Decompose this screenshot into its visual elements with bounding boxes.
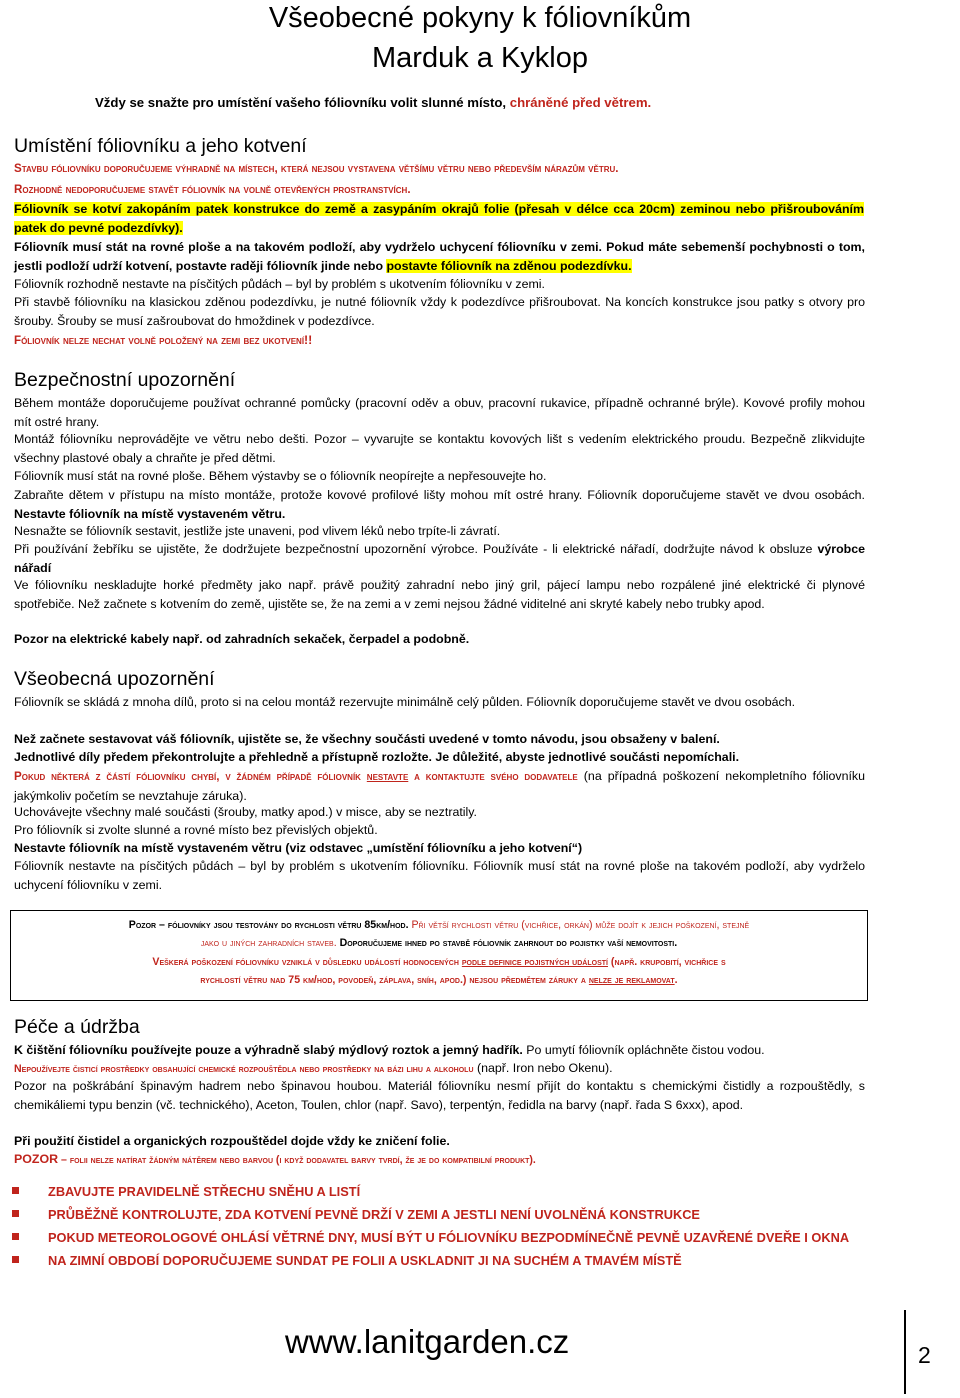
bullet-text: NA ZIMNÍ OBDOBÍ DOPORUČUJEME SUNDAT PE FOLII A USKLADNIT JI NA SUCHÉM A TMAVÉM MÍSTĚ xyxy=(48,1253,682,1268)
title-line-2: Marduk a Kyklop xyxy=(372,42,588,74)
notice-line-4-red: rychlostí větru nad 75 km/hod, povodeň, záplava, sníh, apod.) xyxy=(200,974,467,987)
section-heading-anchoring: Umístění fóliovníku a jeho kotvení xyxy=(14,135,307,157)
notice-line-2-bold: Doporučujeme ihned po stavbě fóliovník zahrnout do pojistky vaší nemovitosti. xyxy=(339,937,678,950)
notice-line-4-underline: nelze je reklamovat xyxy=(588,974,675,987)
s1-p5: Fóliovník rozhodně nestavte na písčitých půdách – byl by problém s ukotvením fóliovníku v zemi. xyxy=(14,277,546,291)
s1-p3 xyxy=(14,200,864,237)
bullet-item xyxy=(12,1205,872,1228)
notice-line-3-tail: (např. krupobití, vichřice s xyxy=(607,955,726,968)
s3-p4 xyxy=(14,767,865,805)
s3-p4-underline: nestavte xyxy=(366,770,409,783)
page-title xyxy=(0,0,960,78)
notice-line-2 xyxy=(11,934,867,952)
notice-line-1 xyxy=(11,916,867,934)
notice-line-1-bold: Pozor – fóliovníky jsou testovány do rychlosti větru 85km/hod. xyxy=(128,919,409,931)
bullet-text: POKUD METEOROLOGOVÉ OHLÁSÍ VĚTRNÉ DNY, MUSÍ BÝT U FÓLIOVNÍKU BEZPODMÍNEČNĚ PEVNĚ UZAVŘENÉ DVEŘE I OKNA xyxy=(48,1230,850,1245)
s2-p1: Během montáže doporučujeme používat ochranné pomůcky (pracovní oděv a obuv, pracovní rukavice, případně ochranné brýle). Kovové profily mohou mít ostré hrany. xyxy=(14,396,865,429)
s4-p1-text: Po umytí fóliovník opláchněte čistou vodou. xyxy=(522,1043,765,1057)
s1-p2: Rozhodně nedoporučujeme stavět fóliovník na volně otevřených prostranstvích. xyxy=(14,183,411,196)
s2-p4-text: Zabraňte dětem v přístupu na místo montáže, protože kovové profilové lišty mohou mít ostré hrany. Fóliovník doporučujeme stavět ve dvou osobách. xyxy=(14,488,865,502)
s1-p7 xyxy=(14,331,865,351)
s4-p4: Při použití čistidel a organických rozpouštědel dojde vždy ke zničení folie. xyxy=(14,1134,450,1148)
notice-line-4-end: . xyxy=(674,974,678,987)
warranty-notice-box xyxy=(10,910,868,1001)
s1-p6: Při stavbě fóliovníku na klasickou zděnou podezdívku, je nutné fóliovník vždy k podezdívce přišroubovat. Na koncích konstrukce jsou patky s otvory pro šrouby. Šrouby se musí zašroubovat do hmoždinek v podezdívce. xyxy=(14,295,865,328)
s4-p1-bold: K čištění fóliovníku používejte pouze a výhradně slabý mýdlový roztok a jemný hadřík. xyxy=(14,1043,523,1057)
section-heading-care: Péče a údržba xyxy=(14,1016,140,1038)
notice-line-1-red: Při větší rychlosti větru (vichřice, orkán) může dojít k jejich poškození, stejně xyxy=(408,919,750,931)
s3-p5: Uchovávejte všechny malé součásti (šrouby, matky apod.) v misce, aby se neztratily. xyxy=(14,805,477,819)
s4-p2-warning: Nepoužívejte čisticí prostředky obsahující chemické rozpouštědla nebo prostředky na bázi lihu a alkoholu xyxy=(14,1063,474,1075)
bullet-square-icon xyxy=(12,1210,19,1217)
intro-line xyxy=(95,93,651,113)
s4-p3: Pozor na poškrábání špinavým hadrem nebo špinavou houbou. Materiál fóliovníku nesmí přijít do kontaktu s chemickými čistidly a rozpouštědly, s chemikáliemi typu benzin (vč. technického), Aceton, Toulen, chlor (např. Savo), terpentýn, ředidla na barvy (např. řada S 6xxx), apod. xyxy=(14,1079,865,1112)
title-line-1: Všeobecné pokyny k fóliovníkům xyxy=(268,2,692,34)
bullet-text: ZBAVUJTE PRAVIDELNĚ STŘECHU SNĚHU A LISTÍ xyxy=(48,1184,361,1199)
s1-p4-highlight: postavte fóliovník na zděnou podezdívku. xyxy=(386,258,632,273)
s4-p5-pozor: POZOR xyxy=(14,1152,59,1166)
s3-p3: Jednotlivé díly předem překontrolujte a přehledně a přístupně rozložte. Je důležité, abyste jednotlivé součásti nepomíchali. xyxy=(14,750,740,764)
notice-line-4 xyxy=(11,971,867,989)
intro-highlight: chráněné před větrem. xyxy=(509,95,652,110)
s1-p3-highlight: Fóliovník se kotví zakopáním patek konstrukce do země a zasypáním okrajů folie (přesah v délce cca 20cm) zeminou nebo přišroubováním patek do pevné podezdívky). xyxy=(14,202,864,235)
notice-line-2-red: jako u jiných zahradních staveb. xyxy=(200,937,340,950)
s2-p7: Ve fóliovníku neskladujte horké předměty jako např. právě použitý zahradní nebo jiný gril, pájecí lampu nebo rozpálené jiné elektrické či plynové spotřebiče. Než začnete s kotvením do země, ujistěte se, že na zemi a v zemi nejsou žádné viditelné ani skryté kabely nebo trubky apod. xyxy=(14,578,865,611)
s3-p4-contact: a kontaktujte svého dodavatele xyxy=(408,770,578,783)
bullet-square-icon xyxy=(12,1233,19,1240)
s3-p6: Pro fóliovník si zvolte slunné a rovné místo bez převislých objektů. xyxy=(14,823,378,837)
s4-p2-text: (např. Iron nebo Okenu). xyxy=(473,1061,613,1075)
page-number-box xyxy=(904,1310,956,1394)
bullet-square-icon xyxy=(12,1187,19,1194)
section-heading-general: Všeobecná upozornění xyxy=(14,668,215,690)
s1-p4-bold: Fóliovník musí stát na rovné ploše a na takovém podloží, aby vydrželo uchycení fóliovníku v zemi. xyxy=(14,240,602,254)
notice-line-4-mid: nejsou předmětem záruky a xyxy=(466,974,589,987)
bullet-item xyxy=(12,1182,872,1205)
section-heading-safety: Bezpečnostní upozornění xyxy=(14,369,236,391)
s3-p2: Než začnete sestavovat váš fóliovník, ujistěte se, že všechny součásti uvedené v tomto návodu, jsou obsaženy v balení. xyxy=(14,732,720,746)
bullet-item xyxy=(12,1251,872,1274)
notice-line-3-underline: podle definice pojistných událostí xyxy=(461,955,608,968)
s1-p4 xyxy=(14,238,865,275)
maintenance-bullet-list xyxy=(12,1182,872,1274)
s2-p5: Nesnažte se fóliovník sestavit, jestliže jste unaveni, pod vlivem léků nebo trpíte-li závratí. xyxy=(14,524,501,538)
s2-p6-bold: výrobce nářadí xyxy=(14,542,865,575)
s2-p4 xyxy=(14,486,865,523)
s4-p5 xyxy=(14,1150,865,1170)
intro-text: Vždy se snažte pro umístění vašeho fóliovníku volit slunné místo, xyxy=(95,95,510,110)
s3-p7: Nestavte fóliovník na místě vystaveném větru (viz odstavec „umístění fóliovníku a jeho kotvení“) xyxy=(14,841,583,855)
s1-p7-exclaim: !! xyxy=(304,333,313,347)
bullet-square-icon xyxy=(12,1256,19,1263)
bullet-text: PRŮBĚŽNĚ KONTROLUJTE, ZDA KOTVENÍ PEVNĚ DRŽÍ V ZEMI A JESTLI NENÍ UVOLNĚNÁ KONSTRUKCE xyxy=(48,1207,700,1222)
s3-p4-note: (na případná poškození nekompletního fóliovníku jakýmkoliv početím se nevztahuje záruka). xyxy=(14,769,865,803)
notice-line-3 xyxy=(11,953,867,971)
s2-p6 xyxy=(14,540,865,577)
page-number: 2 xyxy=(918,1342,931,1368)
s2-p2: Montáž fóliovníku neprovádějte ve větru nebo dešti. Pozor – vyvarujte se kontaktu kovových lišt s vedením elektrického proudu. Bezpečně zlikvidujte všechny plastové obaly a chraňte je před dětmi. xyxy=(14,432,865,465)
s1-p1: Stavbu fóliovníku doporučujeme výhradně na místech, která nejsou vystavena většímu větru nebo především nárazům větru. xyxy=(14,162,619,175)
s3-p1: Fóliovník se skládá z mnoha dílů, proto si na celou montáž rezervujte minimálně celý půlden. Fóliovník doporučujeme stavět ve dvou osobách. xyxy=(14,695,796,709)
s4-p5-text: – folii nelze natírat žádným nátěrem nebo barvou (i když dodavatel barvy tvrdí, že je do kompatibilní produkt). xyxy=(58,1154,536,1166)
s1-p7-warning: Fóliovník nelze nechat volně položený na zemi bez ukotvení xyxy=(14,334,305,347)
s2-p3: Fóliovník musí stát na rovné ploše. Během výstavby se o fóliovník neopírejte a nepřesouvejte ho. xyxy=(14,469,547,483)
s3-p4-warning: Pokud některá z částí fóliovníku chybí, v žádném případě fóliovník xyxy=(14,770,367,783)
s4-p2 xyxy=(14,1059,865,1079)
notice-line-3-red: Veškerá poškození fóliovníku vzniklá v důsledku událostí hodnocených xyxy=(152,955,462,968)
page-number-divider xyxy=(904,1310,906,1394)
s2-p6-text: Při používání žebříku se ujistěte, že dodržujete bezpečnostní upozornění výrobce. Používáte - li elektrické nářadí, dodržujte návod k obsluze xyxy=(14,542,818,556)
bullet-item xyxy=(12,1228,872,1251)
s4-p1 xyxy=(14,1041,865,1060)
footer-website[interactable]: www.lanitgarden.cz xyxy=(285,1323,570,1360)
s2-p4-bold: Nestavte fóliovník na místě vystaveném větru. xyxy=(14,506,286,521)
s3-p8: Fóliovník nestavte na písčitých půdách – byl by problém s ukotvením fóliovníku. Fóliovník musí stát na rovné ploše na takovém podloží, aby vydrželo uchycení fóliovníku v zemi. xyxy=(14,859,865,892)
s2-p8: Pozor na elektrické kabely např. od zahradních sekaček, čerpadel a podobně. xyxy=(14,632,470,646)
s1-p4-text: Pokud máte sebemenší pochybnosti o tom, jestli podloží udrží kotvení, postavte raději fóliovník jinde nebo xyxy=(14,240,865,273)
